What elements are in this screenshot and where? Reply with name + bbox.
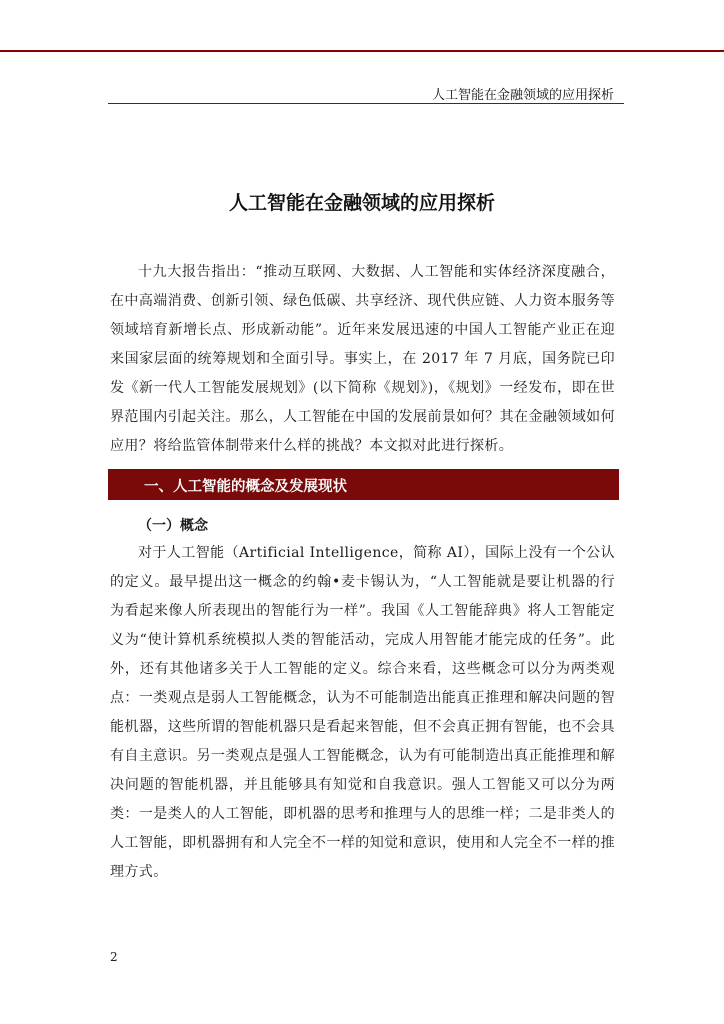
concept-paragraph: 对于人工智能（Artificial Intelligence，简称 AI），国际上没有一个公认的定义。最早提出这一概念的约翰•麦卡锡认为，“人工智能就是要让机器的行为看起来像人所表现出的智能行为一样”。我国《人工智能辞典》将人工智能定义为“使计算机系统模拟人类的智能活动，完成人用智能才能完成的任务”。此外，还有其他诸多关于人工智能的定义。综合来看，这些概念可以分为两类观点：一类观点是弱人工智能概念，认为不可能制造出能真正推理和解决问题的智能机器，这些所谓的智能机器只是看起来智能，但不会真正拥有智能，也不会具有自主意识。另一类观点是强人工智能概念，认为有可能制造出真正能推理和解决问题的智能机器，并且能够具有知觉和自我意识。强人工智能又可以分为两类：一是类人的人工智能，即机器的思考和推理与人的思维一样；二是非类人的人工智能，即机器拥有和人完全不一样的知觉和意识，使用和人完全不一样的推理方式。 [110,545,615,880]
running-header-rule [108,103,624,104]
document-title: 人工智能在金融领域的应用探析 [228,192,495,214]
section-heading-bar [108,469,619,500]
subsection-heading: （一）概念 [138,518,208,534]
intro-paragraph: 十九大报告指出：“推动互联网、大数据、人工智能和实体经济深度融合，在中高端消费、创新引领、绿色低碳、共享经济、现代供应链、人力资本服务等领域培育新增长点、形成新动能”。近年来发展迅速的中国人工智能产业正在迎来国家层面的统筹规划和全面引导。事实上，在 2017 年 7 月底，国务院已印发《新一代人工智能发展规划》(以下简称《规划》)，《规划》一经发布，即在世界范围内引起关注。那么，人工智能在中国的发展前景如何？其在金融领域如何应用？将给监管体制带来什么样的挑战？本文拟对此进行探析。 [110,264,615,454]
header-top-rule [0,50,724,52]
section-heading: 一、人工智能的概念及发展现状 [144,479,347,495]
page-number: 2 [110,950,118,964]
running-header-title: 人工智能在金融领域的应用探析 [431,88,614,103]
